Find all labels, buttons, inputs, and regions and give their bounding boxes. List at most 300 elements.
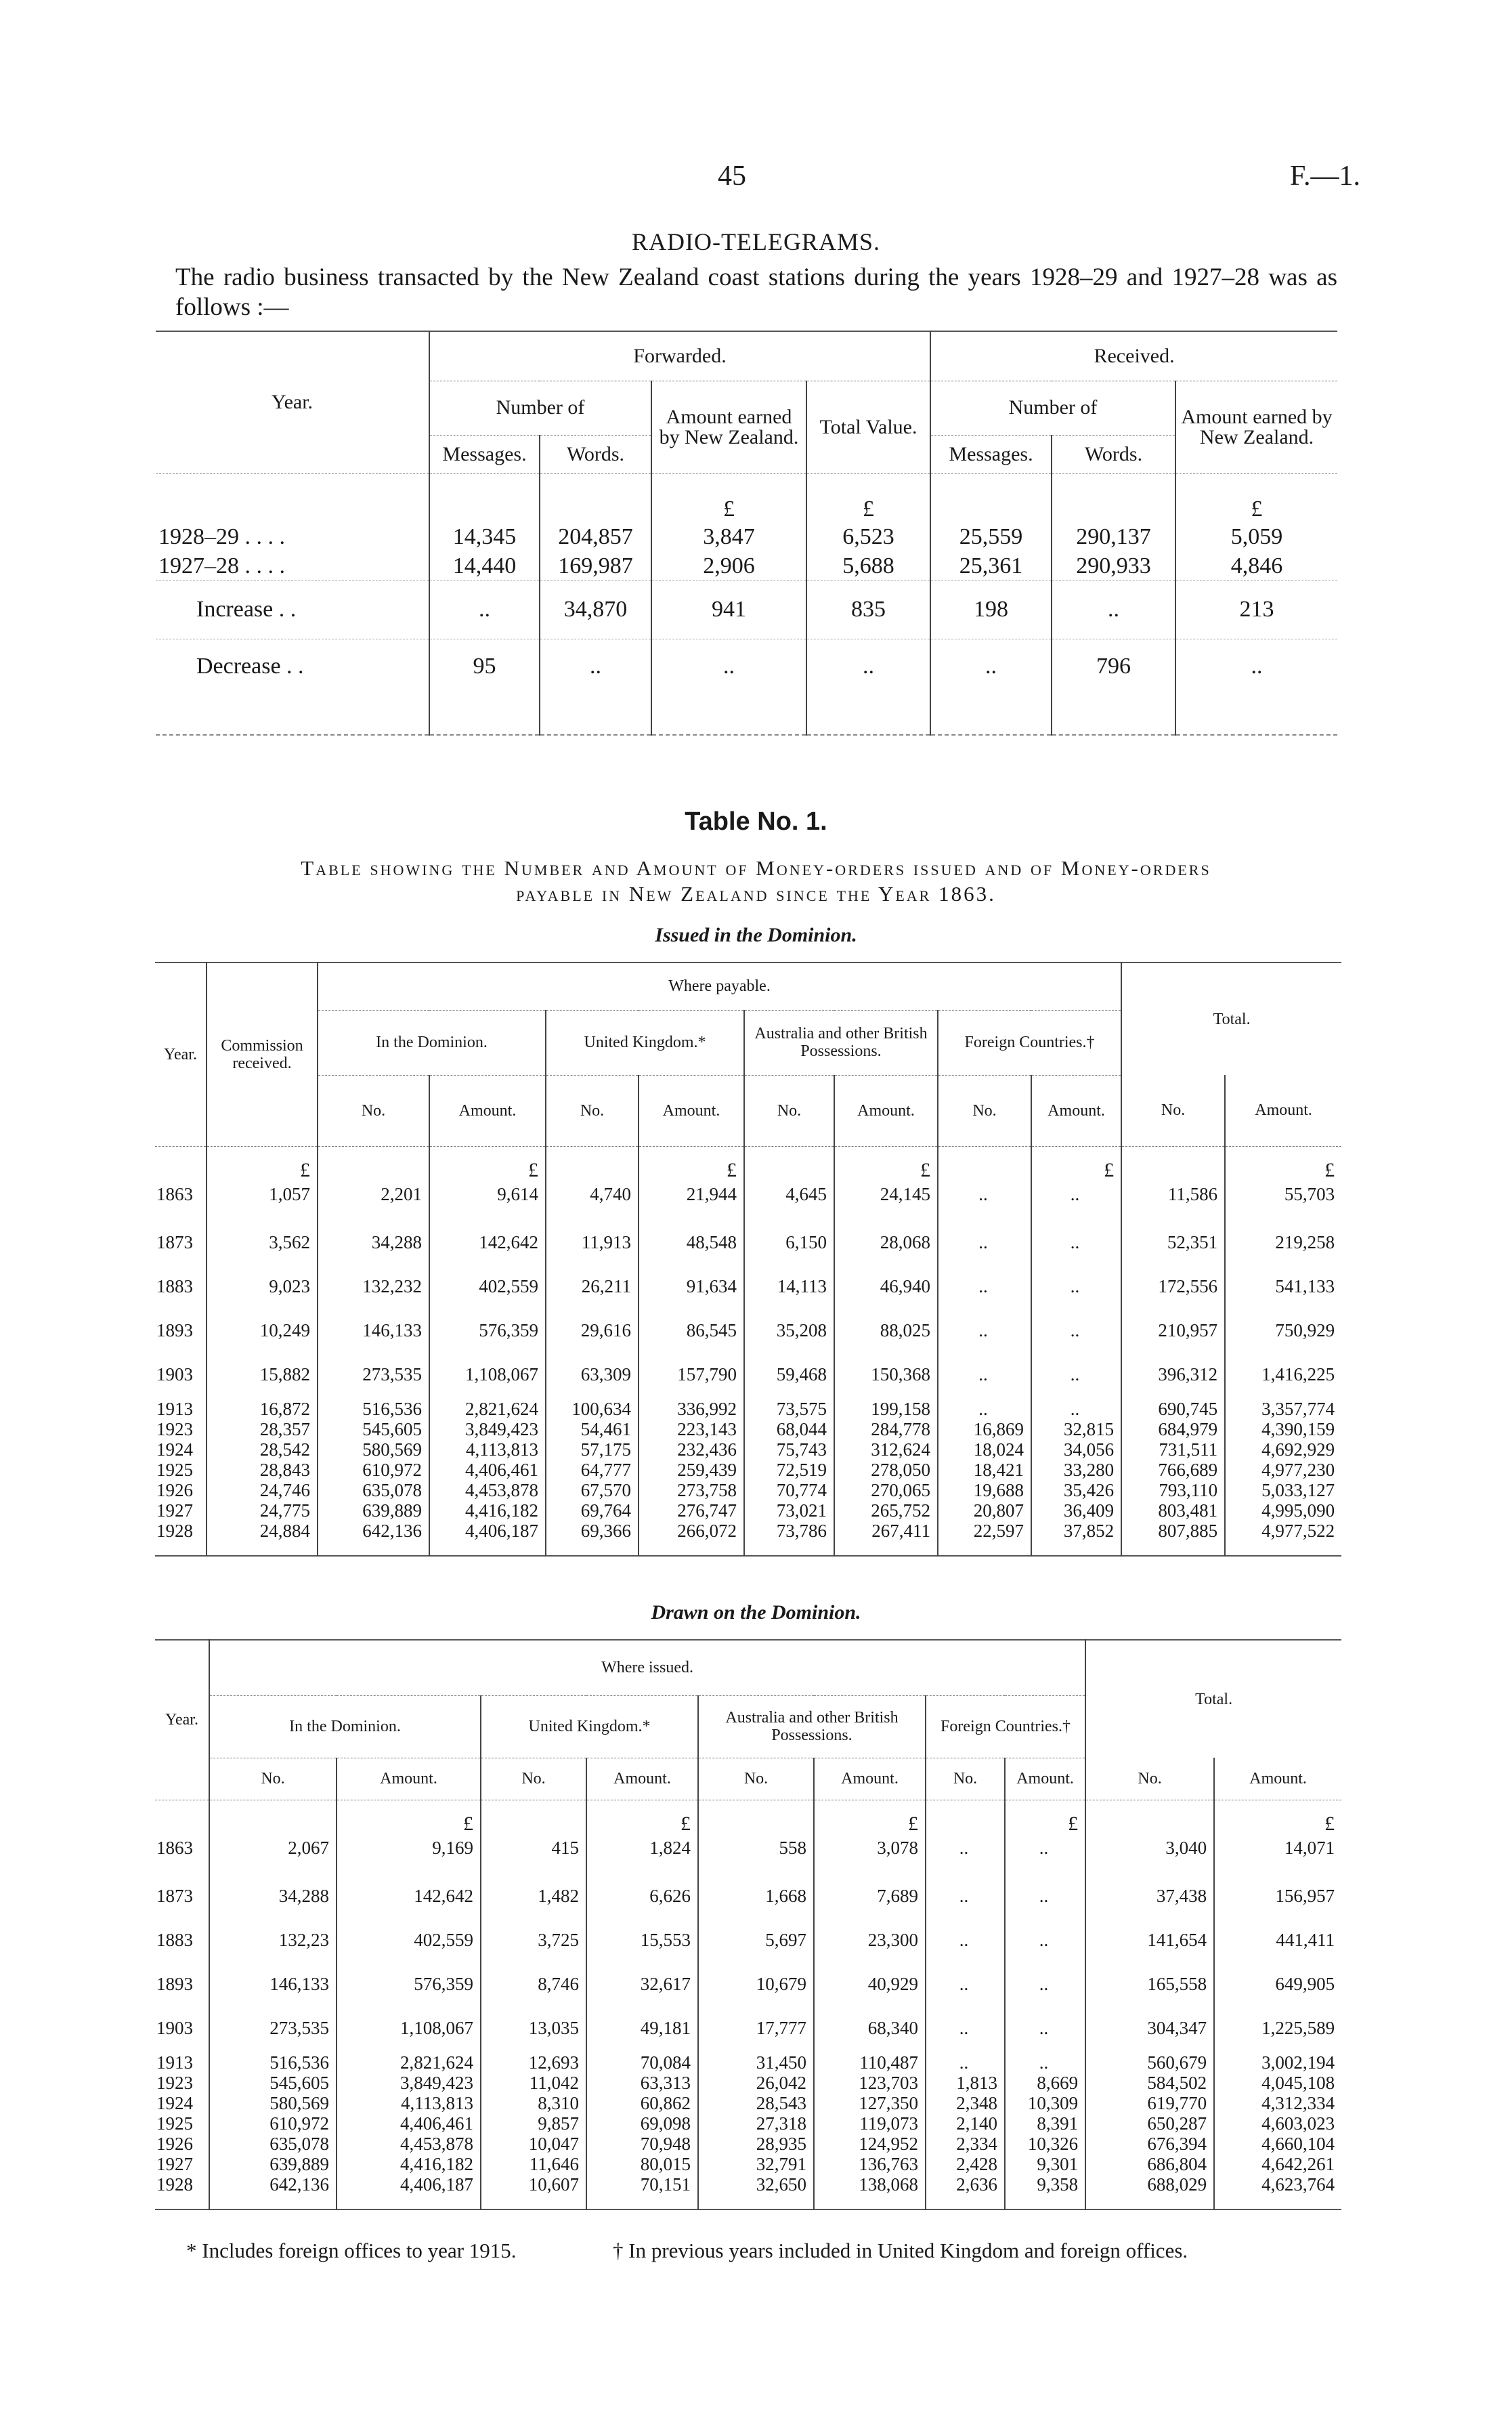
cell-value: 138,068 bbox=[814, 2174, 926, 2195]
cell-value: 793,110 bbox=[1121, 1480, 1225, 1500]
table-row bbox=[155, 1995, 1341, 2039]
cell-value: 52,351 bbox=[1121, 1209, 1225, 1253]
cell-value: 49,181 bbox=[586, 1995, 698, 2039]
cell-value: 336,992 bbox=[639, 1385, 744, 1419]
cell-value: 88,025 bbox=[834, 1297, 938, 1341]
cell-value: 4,453,878 bbox=[337, 2134, 481, 2154]
cell-value: 28,542 bbox=[207, 1439, 318, 1460]
radio-telegrams-table bbox=[156, 331, 1337, 736]
cell-value: 68,340 bbox=[814, 1995, 926, 2039]
currency-symbol bbox=[938, 1146, 1031, 1181]
cell-value: 545,605 bbox=[318, 1419, 429, 1439]
empty-cell bbox=[744, 1541, 834, 1556]
cell-value: 402,559 bbox=[337, 1907, 481, 1951]
cell-value: 32,815 bbox=[1031, 1419, 1121, 1439]
header-group: Foreign Countries.† bbox=[926, 1695, 1085, 1758]
cell-value: 4,416,182 bbox=[429, 1500, 546, 1521]
cell-value: 91,634 bbox=[639, 1253, 744, 1297]
cell-value: 172,556 bbox=[1121, 1253, 1225, 1297]
row-year: 1873 bbox=[156, 1231, 193, 1252]
cell-value: 4,977,522 bbox=[1225, 1521, 1341, 1541]
cell-value: 731,511 bbox=[1121, 1439, 1225, 1460]
header-amount: Amount. bbox=[1031, 1075, 1121, 1146]
currency-row bbox=[155, 1146, 1341, 1181]
currency-symbol bbox=[926, 1800, 1005, 1834]
empty-cell bbox=[1005, 2195, 1085, 2209]
empty-cell bbox=[1052, 694, 1175, 735]
header-commission: Commission received. bbox=[207, 962, 318, 1146]
header-total-value: Total Value. bbox=[806, 381, 930, 473]
row-year: 1924 bbox=[156, 2092, 193, 2113]
cell-value: 55,703 bbox=[1225, 1181, 1341, 1209]
cell-value: .. bbox=[1005, 1951, 1085, 1995]
cell-value: 4,623,764 bbox=[1214, 2174, 1341, 2195]
currency-symbol: £ bbox=[1225, 1146, 1341, 1181]
cell-value: 223,143 bbox=[639, 1419, 744, 1439]
cell-value: 266,072 bbox=[639, 1521, 744, 1541]
currency-symbol: £ bbox=[207, 1146, 318, 1181]
table-row bbox=[155, 1209, 1341, 1253]
cell-value: 10,679 bbox=[698, 1951, 814, 1995]
currency-symbol bbox=[481, 1800, 586, 1834]
cell-value: 27,318 bbox=[698, 2113, 814, 2134]
cell-value: 2,334 bbox=[926, 2134, 1005, 2154]
cell-value: 34,056 bbox=[1031, 1439, 1121, 1460]
currency-symbol: £ bbox=[429, 1146, 546, 1181]
currency-symbol bbox=[209, 1800, 337, 1834]
cell-value: 9,614 bbox=[429, 1181, 546, 1209]
cell-value: 1,824 bbox=[586, 1834, 698, 1863]
empty-cell bbox=[806, 694, 930, 735]
header-group: United Kingdom.* bbox=[546, 1010, 744, 1075]
table-bottom-spacer bbox=[155, 1541, 1341, 1556]
cell-value: 46,940 bbox=[834, 1253, 938, 1297]
cell-value: 24,775 bbox=[207, 1500, 318, 1521]
cell-value: 558 bbox=[698, 1834, 814, 1863]
cell-value: 803,481 bbox=[1121, 1500, 1225, 1521]
cell-value: 40,929 bbox=[814, 1951, 926, 1995]
cell-value: .. bbox=[926, 2039, 1005, 2073]
cell-value: .. bbox=[1031, 1181, 1121, 1209]
cell-value: 278,050 bbox=[834, 1460, 938, 1480]
cell-value: 73,575 bbox=[744, 1385, 834, 1419]
cell-value: .. bbox=[1031, 1385, 1121, 1419]
cell-value: 2,201 bbox=[318, 1181, 429, 1209]
cell-value: 17,777 bbox=[698, 1995, 814, 2039]
header-where-issued: Where issued. bbox=[209, 1640, 1085, 1695]
currency-symbol bbox=[318, 1146, 429, 1181]
cell-value: 5,688 bbox=[806, 552, 930, 580]
table-row bbox=[155, 2134, 1341, 2154]
empty-cell bbox=[546, 1541, 639, 1556]
cell-value: 123,703 bbox=[814, 2073, 926, 2093]
cell-value: 165,558 bbox=[1085, 1951, 1214, 1995]
cell-value: 3,849,423 bbox=[337, 2073, 481, 2093]
header-no: No. bbox=[1085, 1758, 1214, 1800]
row-year: 1927 bbox=[156, 2153, 193, 2174]
currency-symbol: £ bbox=[1031, 1146, 1121, 1181]
cell-value: .. bbox=[938, 1181, 1031, 1209]
cell-value: 156,957 bbox=[1214, 1863, 1341, 1907]
cell-value: 28,935 bbox=[698, 2134, 814, 2154]
cell-value: 3,562 bbox=[207, 1209, 318, 1253]
cell-value: 576,359 bbox=[337, 1951, 481, 1995]
cell-value: 119,073 bbox=[814, 2113, 926, 2134]
cell-value: 150,368 bbox=[834, 1341, 938, 1385]
empty-cell bbox=[540, 694, 651, 735]
cell-value: 48,548 bbox=[639, 1209, 744, 1253]
cell-value: 3,078 bbox=[814, 1834, 926, 1863]
cell-value: 4,642,261 bbox=[1214, 2154, 1341, 2174]
cell-value: 6,150 bbox=[744, 1209, 834, 1253]
cell-value: 124,952 bbox=[814, 2134, 926, 2154]
cell-value: 26,211 bbox=[546, 1253, 639, 1297]
cell-value: 541,133 bbox=[1225, 1253, 1341, 1297]
cell-value: 146,133 bbox=[209, 1951, 337, 1995]
cell-value: 4,312,334 bbox=[1214, 2093, 1341, 2113]
cell-value: 2,906 bbox=[651, 552, 806, 580]
empty-cell bbox=[155, 1541, 207, 1556]
cell-value: .. bbox=[930, 639, 1052, 694]
header-no: No. bbox=[318, 1075, 429, 1146]
cell-value: .. bbox=[806, 639, 930, 694]
cell-value: 73,786 bbox=[744, 1521, 834, 1541]
empty-cell bbox=[1085, 2195, 1214, 2209]
cell-value: 690,745 bbox=[1121, 1385, 1225, 1419]
cell-value: 32,617 bbox=[586, 1951, 698, 1995]
cell-value: 941 bbox=[651, 580, 806, 639]
header-year: Year. bbox=[271, 391, 314, 414]
currency-symbol bbox=[930, 473, 1052, 522]
currency-symbol bbox=[546, 1146, 639, 1181]
footnote-dagger: † In previous years included in United Kingdom and foreign offices. bbox=[613, 2239, 1188, 2262]
row-year: 1928 bbox=[156, 2174, 193, 2195]
empty-cell bbox=[318, 1541, 429, 1556]
cell-value: 19,688 bbox=[938, 1480, 1031, 1500]
table-bottom-spacer bbox=[156, 694, 1337, 735]
table-row bbox=[156, 580, 1337, 639]
cell-value: 1,813 bbox=[926, 2073, 1005, 2093]
cell-value: 21,944 bbox=[639, 1181, 744, 1209]
header-total: Total. bbox=[1121, 962, 1341, 1075]
row-year: 1924 bbox=[156, 1439, 193, 1460]
cell-value: .. bbox=[926, 1907, 1005, 1951]
money-orders-drawn-table bbox=[155, 1639, 1341, 2210]
empty-cell bbox=[586, 2195, 698, 2209]
cell-value: 4,406,461 bbox=[429, 1460, 546, 1480]
cell-value: 10,249 bbox=[207, 1297, 318, 1341]
issued-section-title: Issued in the Dominion. bbox=[655, 924, 857, 946]
table-row bbox=[155, 2113, 1341, 2134]
cell-value: 11,042 bbox=[481, 2073, 586, 2093]
cell-value: .. bbox=[1005, 1863, 1085, 1907]
cell-value: 619,770 bbox=[1085, 2093, 1214, 2113]
cell-value: 2,821,624 bbox=[429, 1385, 546, 1419]
currency-symbol: £ bbox=[651, 473, 806, 522]
cell-value: 8,746 bbox=[481, 1951, 586, 1995]
currency-symbol bbox=[540, 473, 651, 522]
cell-value: 3,725 bbox=[481, 1907, 586, 1951]
cell-value: .. bbox=[926, 1863, 1005, 1907]
cell-value: 3,040 bbox=[1085, 1834, 1214, 1863]
table-1-subtitle-line-2: payable in New Zealand since the Year 1863. bbox=[516, 882, 996, 906]
table-row bbox=[155, 1521, 1341, 1541]
cell-value: .. bbox=[938, 1253, 1031, 1297]
row-year: 1925 bbox=[156, 2113, 193, 2134]
cell-value: 276,747 bbox=[639, 1500, 744, 1521]
cell-value: .. bbox=[540, 639, 651, 694]
cell-value: 635,078 bbox=[318, 1480, 429, 1500]
cell-value: 32,791 bbox=[698, 2154, 814, 2174]
table-row bbox=[155, 1480, 1341, 1500]
cell-value: 142,642 bbox=[337, 1863, 481, 1907]
table-bottom-spacer bbox=[155, 2195, 1341, 2209]
cell-value: 36,409 bbox=[1031, 1500, 1121, 1521]
cell-value: 1,108,067 bbox=[337, 1995, 481, 2039]
cell-value: 265,752 bbox=[834, 1500, 938, 1521]
cell-value: 267,411 bbox=[834, 1521, 938, 1541]
cell-value: .. bbox=[429, 580, 540, 639]
row-year: 1873 bbox=[156, 1885, 193, 1906]
cell-value: 11,646 bbox=[481, 2154, 586, 2174]
currency-symbol: £ bbox=[814, 1800, 926, 1834]
table-row bbox=[155, 1253, 1341, 1297]
header-no: No. bbox=[546, 1075, 639, 1146]
table-row bbox=[156, 552, 1337, 580]
cell-value: 290,137 bbox=[1052, 522, 1175, 552]
header-received-number-of: Number of bbox=[930, 381, 1175, 435]
cell-value: 157,790 bbox=[639, 1341, 744, 1385]
table-row bbox=[155, 1341, 1341, 1385]
cell-value: 12,693 bbox=[481, 2039, 586, 2073]
row-year: 1903 bbox=[156, 1363, 193, 1384]
drawn-section-title: Drawn on the Dominion. bbox=[651, 1601, 861, 1624]
cell-value: 10,047 bbox=[481, 2134, 586, 2154]
header-no: No. bbox=[744, 1075, 834, 1146]
cell-value: 67,570 bbox=[546, 1480, 639, 1500]
cell-value: 2,821,624 bbox=[337, 2039, 481, 2073]
cell-value: 676,394 bbox=[1085, 2134, 1214, 2154]
cell-value: 402,559 bbox=[429, 1253, 546, 1297]
empty-cell bbox=[207, 1541, 318, 1556]
table-row bbox=[155, 1419, 1341, 1439]
cell-value: 57,175 bbox=[546, 1439, 639, 1460]
cell-value: 684,979 bbox=[1121, 1419, 1225, 1439]
page-number: 45 bbox=[718, 161, 746, 192]
cell-value: 441,411 bbox=[1214, 1907, 1341, 1951]
cell-value: 70,151 bbox=[586, 2174, 698, 2195]
header-amount: Amount. bbox=[1225, 1075, 1341, 1146]
cell-value: 642,136 bbox=[209, 2174, 337, 2195]
cell-value: 635,078 bbox=[209, 2134, 337, 2154]
cell-value: 5,697 bbox=[698, 1907, 814, 1951]
currency-symbol: £ bbox=[586, 1800, 698, 1834]
header-amount: Amount. bbox=[586, 1758, 698, 1800]
cell-value: 259,439 bbox=[639, 1460, 744, 1480]
cell-value: 750,929 bbox=[1225, 1297, 1341, 1341]
cell-value: 580,569 bbox=[209, 2093, 337, 2113]
cell-value: 686,804 bbox=[1085, 2154, 1214, 2174]
cell-value: 10,607 bbox=[481, 2174, 586, 2195]
cell-value: 28,843 bbox=[207, 1460, 318, 1480]
row-year: 1913 bbox=[156, 2052, 193, 2073]
cell-value: .. bbox=[1031, 1297, 1121, 1341]
header-received: Received. bbox=[930, 331, 1337, 381]
cell-value: 1,416,225 bbox=[1225, 1341, 1341, 1385]
cell-value: 4,995,090 bbox=[1225, 1500, 1341, 1521]
header-no: No. bbox=[698, 1758, 814, 1800]
cell-value: 9,358 bbox=[1005, 2174, 1085, 2195]
cell-value: 312,624 bbox=[834, 1439, 938, 1460]
cell-value: 11,586 bbox=[1121, 1181, 1225, 1209]
cell-value: 70,774 bbox=[744, 1480, 834, 1500]
header-where-payable: Where payable. bbox=[318, 962, 1121, 1010]
cell-value: 28,543 bbox=[698, 2093, 814, 2113]
header-amount: Amount. bbox=[639, 1075, 744, 1146]
currency-symbol bbox=[744, 1146, 834, 1181]
row-year: 1928 bbox=[156, 1520, 193, 1541]
radio-intro-paragraph: The radio business transacted by the New Zealand coast stations during the years 1928–29 and 1927–28 was as follows :— bbox=[175, 263, 1337, 321]
cell-value: 3,002,194 bbox=[1214, 2039, 1341, 2073]
row-year: 1883 bbox=[156, 1929, 193, 1950]
empty-cell bbox=[1031, 1541, 1121, 1556]
table-row bbox=[155, 1181, 1341, 1209]
header-no: No. bbox=[926, 1758, 1005, 1800]
currency-symbol bbox=[1121, 1146, 1225, 1181]
cell-value: 4,740 bbox=[546, 1181, 639, 1209]
row-year: 1927 bbox=[156, 1500, 193, 1521]
cell-value: 34,870 bbox=[540, 580, 651, 639]
currency-symbol: £ bbox=[1214, 1800, 1341, 1834]
cell-value: 2,428 bbox=[926, 2154, 1005, 2174]
cell-value: 18,024 bbox=[938, 1439, 1031, 1460]
cell-value: 16,872 bbox=[207, 1385, 318, 1419]
cell-value: 4,846 bbox=[1175, 552, 1337, 580]
table-row bbox=[155, 1500, 1341, 1521]
row-year: 1926 bbox=[156, 1479, 193, 1500]
cell-value: .. bbox=[938, 1341, 1031, 1385]
cell-value: 284,778 bbox=[834, 1419, 938, 1439]
cell-value: 54,461 bbox=[546, 1419, 639, 1439]
cell-value: .. bbox=[1031, 1341, 1121, 1385]
footnote-star: * Includes foreign offices to year 1915. bbox=[186, 2239, 517, 2262]
cell-value: 8,310 bbox=[481, 2093, 586, 2113]
cell-value: 73,021 bbox=[744, 1500, 834, 1521]
empty-cell bbox=[209, 2195, 337, 2209]
cell-value: 576,359 bbox=[429, 1297, 546, 1341]
cell-value: 3,847 bbox=[651, 522, 806, 552]
empty-cell bbox=[1121, 1541, 1225, 1556]
header-words: Words. bbox=[540, 435, 651, 473]
currency-symbol: £ bbox=[639, 1146, 744, 1181]
row-year: 1893 bbox=[156, 1973, 193, 1994]
cell-value: 4,660,104 bbox=[1214, 2134, 1341, 2154]
cell-value: 4,113,813 bbox=[429, 1439, 546, 1460]
cell-value: 14,345 bbox=[429, 522, 540, 552]
cell-value: .. bbox=[1031, 1253, 1121, 1297]
cell-value: 766,689 bbox=[1121, 1460, 1225, 1480]
cell-value: 169,987 bbox=[540, 552, 651, 580]
cell-value: 75,743 bbox=[744, 1439, 834, 1460]
cell-value: 4,453,878 bbox=[429, 1480, 546, 1500]
cell-value: 25,361 bbox=[930, 552, 1052, 580]
row-year: 1863 bbox=[156, 1838, 193, 1858]
cell-value: 3,849,423 bbox=[429, 1419, 546, 1439]
empty-cell bbox=[930, 694, 1052, 735]
cell-value: 7,689 bbox=[814, 1863, 926, 1907]
cell-value: 2,067 bbox=[209, 1834, 337, 1863]
cell-value: 35,426 bbox=[1031, 1480, 1121, 1500]
cell-value: 100,634 bbox=[546, 1385, 639, 1419]
cell-value: .. bbox=[1052, 580, 1175, 639]
header-amount: Amount. bbox=[337, 1758, 481, 1800]
table-row bbox=[155, 1439, 1341, 1460]
cell-value: 64,777 bbox=[546, 1460, 639, 1480]
cell-value: 63,313 bbox=[586, 2073, 698, 2093]
cell-value: 8,669 bbox=[1005, 2073, 1085, 2093]
cell-value: 213 bbox=[1175, 580, 1337, 639]
empty-cell bbox=[429, 694, 540, 735]
table-row bbox=[155, 2154, 1341, 2174]
header-no: No. bbox=[481, 1758, 586, 1800]
currency-symbol: £ bbox=[337, 1800, 481, 1834]
header-amount: Amount. bbox=[834, 1075, 938, 1146]
cell-value: 642,136 bbox=[318, 1521, 429, 1541]
cell-value: 9,857 bbox=[481, 2113, 586, 2134]
table-row bbox=[156, 522, 1337, 552]
row-year: 1925 bbox=[156, 1459, 193, 1480]
cell-value: 25,559 bbox=[930, 522, 1052, 552]
cell-value: 650,287 bbox=[1085, 2113, 1214, 2134]
table-row bbox=[155, 2039, 1341, 2073]
empty-cell bbox=[1175, 694, 1337, 735]
cell-value: .. bbox=[1005, 1907, 1085, 1951]
header-no: No. bbox=[938, 1075, 1031, 1146]
cell-value: 210,957 bbox=[1121, 1297, 1225, 1341]
cell-value: .. bbox=[1031, 1209, 1121, 1253]
cell-value: 270,065 bbox=[834, 1480, 938, 1500]
cell-value: .. bbox=[1005, 1834, 1085, 1863]
header-received-amount-earned: Amount earned by New Zealand. bbox=[1175, 381, 1337, 473]
cell-value: 9,169 bbox=[337, 1834, 481, 1863]
cell-value: 807,885 bbox=[1121, 1521, 1225, 1541]
cell-value: 2,348 bbox=[926, 2093, 1005, 2113]
cell-value: 60,862 bbox=[586, 2093, 698, 2113]
cell-value: 132,23 bbox=[209, 1907, 337, 1951]
cell-value: 146,133 bbox=[318, 1297, 429, 1341]
cell-value: 219,258 bbox=[1225, 1209, 1341, 1253]
header-group: Foreign Countries.† bbox=[938, 1010, 1121, 1075]
cell-value: 545,605 bbox=[209, 2073, 337, 2093]
currency-symbol: £ bbox=[1175, 473, 1337, 522]
row-year: 1863 bbox=[156, 1184, 193, 1204]
row-year: 1923 bbox=[156, 1418, 193, 1439]
currency-symbol bbox=[155, 1146, 207, 1181]
table-row bbox=[155, 2073, 1341, 2093]
cell-value: 199,158 bbox=[834, 1385, 938, 1419]
cell-value: 34,288 bbox=[209, 1863, 337, 1907]
empty-cell bbox=[651, 694, 806, 735]
cell-value: 688,029 bbox=[1085, 2174, 1214, 2195]
cell-value: 132,232 bbox=[318, 1253, 429, 1297]
cell-value: 4,045,108 bbox=[1214, 2073, 1341, 2093]
currency-row bbox=[155, 1800, 1341, 1834]
cell-value: 9,301 bbox=[1005, 2154, 1085, 2174]
cell-value: 273,535 bbox=[209, 1995, 337, 2039]
cell-value: .. bbox=[651, 639, 806, 694]
cell-value: 69,098 bbox=[586, 2113, 698, 2134]
cell-value: .. bbox=[938, 1297, 1031, 1341]
